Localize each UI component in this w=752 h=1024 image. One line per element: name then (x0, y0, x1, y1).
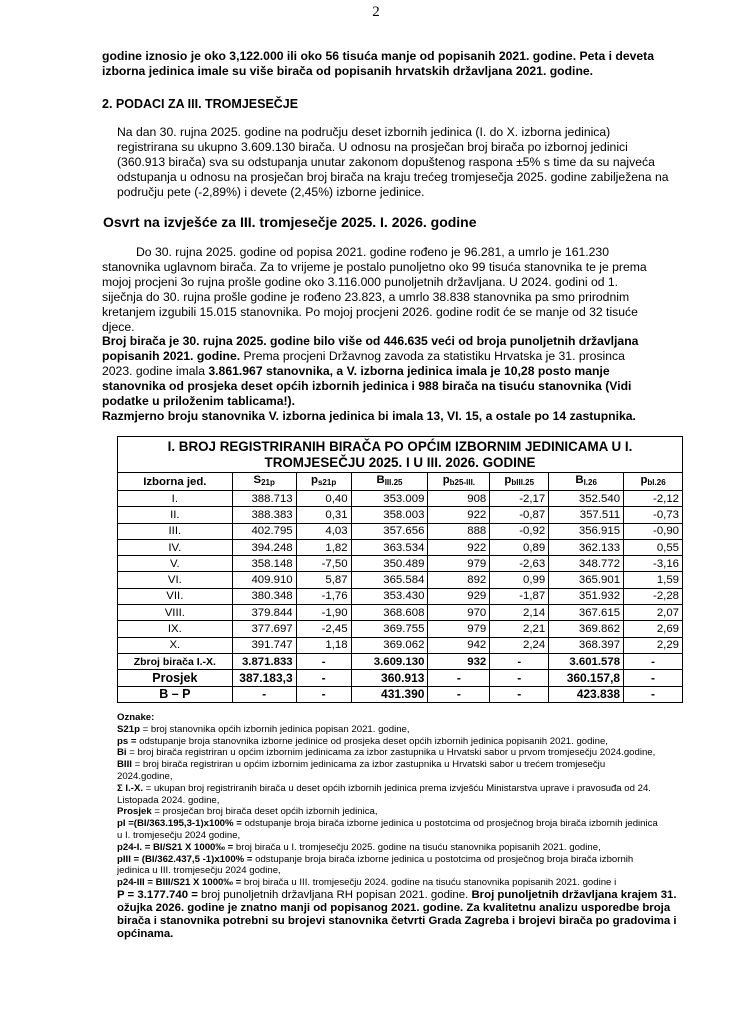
table-cell: -0,73 (624, 507, 683, 523)
table-cell: 357.511 (549, 507, 624, 523)
table-cell: III. (118, 523, 233, 539)
section-heading: 2. PODACI ZA III. TROMJESEČJE (102, 97, 299, 111)
note-text: odstupanje broja birača izborne jedinica u postotcima od prosječnog broja birača izbornih (252, 853, 634, 865)
note-line (117, 724, 717, 736)
column-header: $p_{bIII.25}$ (490, 473, 549, 491)
table-cell: 380.348 (232, 588, 296, 604)
table-cell: - (232, 686, 296, 702)
table-cell: -1,76 (296, 588, 351, 604)
text-line: odstupanja u odnosu na prosječan broj birača na kraju trećeg tromjesečja 2025. godine zabilježena na (117, 169, 669, 184)
notes-bold: Broj punoljetnih državljana krajem 31. (468, 888, 677, 901)
notes-bold: ožujka 2026. godine je znatno manji od popisanog 2021. godine. Za kvalitetnu analizu usporedbe broja (117, 901, 671, 914)
table-total-row (118, 653, 683, 669)
table-cell: - (624, 653, 683, 669)
table-cell: B – P (118, 686, 233, 702)
table-body (118, 491, 683, 703)
table-cell: 908 (428, 491, 490, 507)
table-cell: 357.656 (351, 523, 428, 539)
table-cell: -0,90 (624, 523, 683, 539)
table-cell: - (428, 670, 490, 686)
note-key: p24-III = BIII/S21 X 1000‰ = (117, 877, 242, 889)
note-line (117, 783, 717, 795)
note-line (117, 747, 717, 759)
table-cell: -3,16 (624, 556, 683, 572)
table-cell: 402.795 (232, 523, 296, 539)
notes-title: Oznake: (117, 712, 155, 723)
table-cell: 388.713 (232, 491, 296, 507)
table-cell: 2,69 (624, 621, 683, 637)
table-cell: 888 (428, 523, 490, 539)
intro-paragraph (102, 49, 722, 79)
table-cell: 369.862 (549, 621, 624, 637)
text-line: siječnja do 30. rujna prošle godine je rođeno 23.823, a umrlo 38.838 stanovnika pa smo prirodnim (102, 289, 630, 304)
table-cell: 1,59 (624, 572, 683, 588)
table-cell: 423.838 (549, 686, 624, 702)
table-cell: Prosjek (118, 670, 233, 686)
table-cell: - (490, 686, 549, 702)
table-cell: 348.772 (549, 556, 624, 572)
bold-text: popisanih 2021. godine. (102, 349, 241, 364)
note-key: p24-I. = BI/S21 X 1000‰ = (117, 841, 234, 853)
note-text: = broj stanovnika općih izbornih jedinica popisan 2021. godine, (139, 723, 410, 735)
note-line (117, 830, 717, 842)
table-cell: -2,17 (490, 491, 549, 507)
note-key: BIII (117, 759, 132, 771)
table-cell: - (296, 686, 351, 702)
text-line: stanovnika od prosjeka deset općih izbornih jedinica i 988 birača na tisuću stanovnika (Vidi (102, 379, 632, 394)
table-cell: 0,89 (490, 539, 549, 555)
text-line: Do 30. rujna 2025. godine od popisa 2021. godine rođeno je 96.281, a umrlo je 161.230 (136, 245, 609, 259)
table-cell: -2,28 (624, 588, 683, 604)
table-cell: 2,14 (490, 605, 549, 621)
table-cell: 367.615 (549, 605, 624, 621)
text-line: Na dan 30. rujna 2025. godine na području deset izbornih jedinica (I. do X. izborna jedinica) (117, 125, 611, 139)
table-header-row (118, 473, 683, 491)
table-cell: 892 (428, 572, 490, 588)
table-total-row (118, 670, 683, 686)
text-line: registrirana su ukupno 3.609.130 birača. U odnosu na prosječan broj birača po izbornoj jedinici (117, 139, 628, 154)
note-text: = broj birača registriran u općim izbornim jedinicama za izbor zastupnika u Hrvatski sabor u trećem tromjesečju (131, 759, 606, 771)
table-cell: 4,03 (296, 523, 351, 539)
table-cell: V. (118, 556, 233, 572)
table-cell: 368.608 (351, 605, 428, 621)
table-cell: 979 (428, 621, 490, 637)
table-cell: 2,21 (490, 621, 549, 637)
table-cell: 365.584 (351, 572, 428, 588)
note-line (117, 818, 717, 830)
note-text: u I. tromjesečju 2024 godine, (117, 829, 241, 841)
table-cell: 0,40 (296, 491, 351, 507)
table-cell: 1,18 (296, 637, 351, 653)
table-cell: 1,82 (296, 539, 351, 555)
table-row (118, 572, 683, 588)
table-cell: Zbroj birača I.-X. (118, 653, 233, 669)
table-cell: - (428, 686, 490, 702)
table-cell: - (624, 686, 683, 702)
text-line (102, 349, 727, 364)
table-cell: 2,07 (624, 605, 683, 621)
table-title (118, 437, 683, 473)
table-row (118, 523, 683, 539)
text-line: stanovnika uglavnom birača. Za to vrijeme je postalo punoljetno oko 99 tisuća stanovnika te je prema (102, 259, 647, 274)
table-cell: -0,87 (490, 507, 549, 523)
notes-p-text: broj punoljetnih državljana RH popisan 2021. godine. (197, 888, 469, 901)
bold-text: 3.861.967 stanovnika, a V. izborna jedinica imala je 10,28 posto manje (208, 364, 610, 379)
table-cell: IX. (118, 621, 233, 637)
page-number: 2 (372, 4, 380, 20)
text-line: Broj birača je 30. rujna 2025. godine bilo više od 446.635 veći od broja punoljetnih državljana (102, 334, 639, 349)
notes-p-key: P = 3.177.740 = (117, 888, 198, 901)
note-text: = broj birača registriran u općim izbornim jedinicama za izbor zastupnika u Hrvatski sabor u prvom tromjesečju 2024.godine, (126, 747, 656, 759)
note-text: jedinica u III. tromjesečju 2024 godine, (117, 865, 281, 877)
table-cell: 979 (428, 556, 490, 572)
table-cell: 377.697 (232, 621, 296, 637)
table-cell: 929 (428, 588, 490, 604)
plain-text: Prema procjeni Državnog zavoda za statistiku Hrvatska je 31. prosinca (240, 349, 625, 364)
text-line: kretanjem izgubili 15.015 stanovnika. Po mojoj procjeni 2026. godine rodit će se manje od 32 tisuće (102, 304, 638, 319)
note-key: ps = (117, 735, 137, 747)
note-line (117, 771, 717, 783)
text-line: (360.913 birača) sva su odstupanja unutar zakonom dopuštenog raspona ±5% s time da su najveća (117, 154, 655, 169)
note-text: = ukupan broj registriranih birača u deset općih izbornih jedinica prema izvješću Ministarstva uprave i pravosuđa od 24. (143, 782, 651, 794)
table-cell: - (296, 670, 351, 686)
note-key: Bi (117, 747, 127, 759)
note-text: odstupanje broja birača izborne jedinica u postotcima od prosječnog broja birača izbornih jedinica (241, 818, 658, 830)
table-cell: -2,12 (624, 491, 683, 507)
table-cell: -2,45 (296, 621, 351, 637)
note-key: Σ I.-X. (117, 782, 144, 794)
note-text: broj birača u III. tromjesečju 2024. godine na tisuću stanovnika popisanih 2021. godine i (241, 877, 617, 889)
table-cell: 409.910 (232, 572, 296, 588)
table-cell: -7,50 (296, 556, 351, 572)
note-text: 2024.godine, (117, 770, 173, 782)
table-cell: 3.609.130 (351, 653, 428, 669)
table-row (118, 621, 683, 637)
table-cell: - (296, 653, 351, 669)
note-text: = prosječan broj birača deset općih izbornih jedinica, (151, 806, 378, 818)
table-cell: 2,24 (490, 637, 549, 653)
table-cell: 358.148 (232, 556, 296, 572)
text-line: području pete (-2,89%) i devete (2,45%) izborne jedinice. (117, 184, 425, 199)
table-cell: I. (118, 491, 233, 507)
note-line (117, 806, 717, 818)
note-text: Listopada 2024. godine, (117, 794, 220, 806)
intro-line: izborna jedinica imale su više birača od popisanih hrvatskih državljana 2021. godine. (102, 63, 594, 78)
table-cell: 369.062 (351, 637, 428, 653)
text-line: djece. (102, 319, 135, 334)
note-line (117, 736, 717, 748)
table-cell: VI. (118, 572, 233, 588)
text-line (102, 364, 727, 379)
column-header: Izborna jed. (118, 473, 233, 491)
table-cell: 369.755 (351, 621, 428, 637)
table-cell: VIII. (118, 605, 233, 621)
note-line (117, 842, 717, 854)
table-row (118, 507, 683, 523)
table-cell: 387.183,3 (232, 670, 296, 686)
table-cell: 351.932 (549, 588, 624, 604)
note-text: broj birača u I. tromjesečju 2025. godine na tisuću stanovnika popisanih 2021. godine, (233, 841, 601, 853)
voters-table (117, 436, 683, 703)
table-cell: 368.397 (549, 637, 624, 653)
table-cell: 360.157,8 (549, 670, 624, 686)
notes-bold: birača i stanovnika potrebni su brojevi stanovnika četvrti Grada Zagreba i brojevi birača po gradovima i (117, 914, 677, 927)
table-cell: 0,31 (296, 507, 351, 523)
table-cell: X. (118, 637, 233, 653)
table-cell: 391.747 (232, 637, 296, 653)
note-key: S21p (117, 723, 140, 735)
notes-title-text: Oznake (117, 712, 152, 723)
table-row (118, 539, 683, 555)
note-key: Prosjek (117, 806, 152, 818)
table-cell: - (490, 670, 549, 686)
column-header: $S_{21p}$ (232, 473, 296, 491)
osvrt-paragraph (102, 245, 727, 424)
table-cell: 3.871.833 (232, 653, 296, 669)
table-cell: -1,87 (490, 588, 549, 604)
note-line (117, 865, 717, 877)
intro-line: godine iznosio je oko 3,122.000 ili oko 56 tisuća manje od popisanih 2021. godine. Peta i deveta (102, 49, 654, 63)
table-cell: 922 (428, 507, 490, 523)
table-cell: II. (118, 507, 233, 523)
note-line (117, 795, 717, 807)
section-paragraph (117, 125, 727, 200)
table-cell: 362.133 (549, 539, 624, 555)
note-line (117, 759, 717, 771)
table-cell: 352.540 (549, 491, 624, 507)
notes-bold: općinama. (117, 927, 174, 940)
table-cell: 3.601.578 (549, 653, 624, 669)
column-header: $p_{bI.26}$ (624, 473, 683, 491)
table-title-line: TROMJESEČJU 2025. I U III. 2026. GODINE (264, 454, 536, 470)
table-cell: 970 (428, 605, 490, 621)
table-cell: 353.009 (351, 491, 428, 507)
table-cell: 431.390 (351, 686, 428, 702)
table-row (118, 605, 683, 621)
table-cell: - (490, 653, 549, 669)
text-line: mojoj procjeni 3o rujna prošle godine oko 3.116.000 punoljetnih državljana. U 2024. godini od 1. (102, 274, 619, 289)
note-key: pIII = (BI/362.437,5 -1)x100% = (117, 853, 253, 865)
note-key: pI =(BI/363.195,3-1)x100% = (117, 818, 242, 830)
table-cell: 932 (428, 653, 490, 669)
notes-final (117, 889, 717, 941)
legend-notes (117, 712, 717, 941)
table-cell: 365.901 (549, 572, 624, 588)
table-cell: VII. (118, 588, 233, 604)
table-cell: 356.915 (549, 523, 624, 539)
table-cell: -2,63 (490, 556, 549, 572)
note-line (117, 854, 717, 866)
plain-text: 2023. godine imala (102, 364, 209, 379)
table-cell: 388.383 (232, 507, 296, 523)
table-cell: 5,87 (296, 572, 351, 588)
table-cell: - (624, 670, 683, 686)
table-cell: 922 (428, 539, 490, 555)
table-cell: 0,55 (624, 539, 683, 555)
text-line: podatke u priloženim tablicama!). (102, 394, 296, 409)
table-row (118, 491, 683, 507)
table-row (118, 637, 683, 653)
table-row (118, 588, 683, 604)
table-cell: 942 (428, 637, 490, 653)
table-cell: 353.430 (351, 588, 428, 604)
column-header: $p_{b25-III.}$ (428, 473, 490, 491)
notes-list (117, 724, 717, 889)
text-line: Razmjerno broju stanovnika V. izborna jedinica bi imala 13, VI. 15, a ostale po 14 zastupnika. (102, 408, 636, 423)
table-cell: 350.489 (351, 556, 428, 572)
table-total-row (118, 686, 683, 702)
osvrt-heading: Osvrt na izvješće za III. tromjesečje 2025. I. 2026. godine (103, 214, 477, 230)
table-cell: 360.913 (351, 670, 428, 686)
table-cell: 363.534 (351, 539, 428, 555)
table-row (118, 556, 683, 572)
column-header: $B_{III.25}$ (351, 473, 428, 491)
table-cell: 358.003 (351, 507, 428, 523)
table-cell: 2,29 (624, 637, 683, 653)
note-text: odstupanje broja stanovnika izborne jedinice od prosjeka deset općih izbornih jedinica popisanih 2021. godine, (136, 735, 608, 747)
table-title-line: I. BROJ REGISTRIRANIH BIRAČA PO OPĆIM IZBORNIM JEDINICAMA U I. (167, 438, 633, 454)
column-header: $p_{s21p}$ (296, 473, 351, 491)
table-cell: 0,99 (490, 572, 549, 588)
note-line (117, 877, 717, 889)
table-cell: -1,90 (296, 605, 351, 621)
table-cell: IV. (118, 539, 233, 555)
column-header: $B_{I.26}$ (549, 473, 624, 491)
table-cell: 379.844 (232, 605, 296, 621)
table-cell: 394.248 (232, 539, 296, 555)
table-cell: -0,92 (490, 523, 549, 539)
